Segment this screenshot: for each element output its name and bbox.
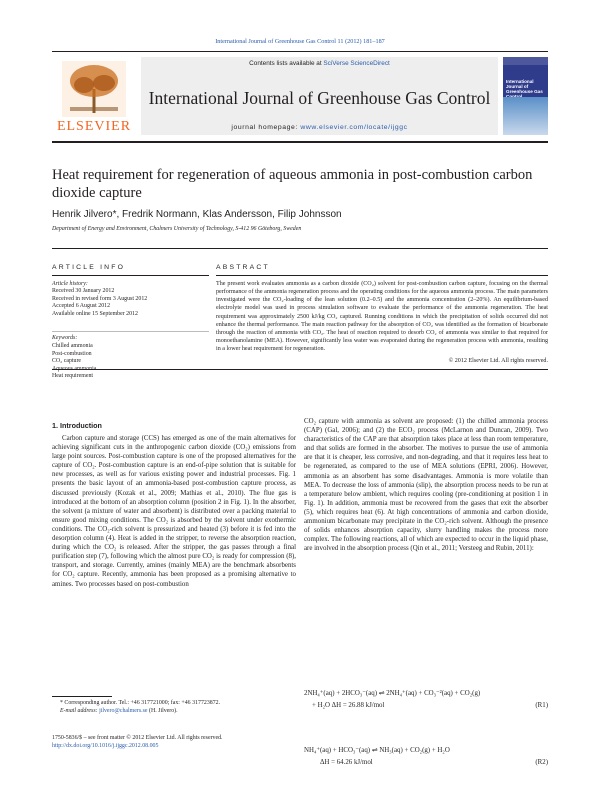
reaction-r1-line1: 2NH₄⁺(aq) + 2HCO₃⁻(aq) ⇌ 2NH₄⁺(aq) + CO₃⁻²(aq) + CO₂(g) <box>304 690 481 697</box>
email-prefix: E-mail address: <box>60 707 100 714</box>
homepage-prefix: journal homepage: <box>231 124 301 131</box>
abstract-end-rule <box>52 369 548 370</box>
footnote-rule <box>52 696 112 697</box>
title-rule <box>52 248 548 249</box>
cover-image <box>503 97 548 135</box>
authors: Henrik Jilvero*, Fredrik Normann, Klas Andersson, Filip Johnsson <box>52 209 342 220</box>
left-column <box>52 434 296 589</box>
contents-prefix: Contents lists available at <box>249 60 324 67</box>
reaction-r1 <box>304 688 548 712</box>
issn-line: 1750-5836/$ – see front matter © 2012 Elsevier Ltd. All rights reserved. <box>52 735 223 741</box>
homepage-link[interactable]: www.elsevier.com/locate/ijggc <box>300 124 408 131</box>
issn-block <box>52 735 296 750</box>
paragraph: CO₂ capture with ammonia as solvent are proposed: (1) the chilled ammonia process (CAP) (Gal, 2006); and (2) the ECO₂ process (McLarnon and Duncan, 2009). Two characteristics of the CAP are that absorption takes place at less than room temperature, and that solids are formed in the absorber. The motives to pursue the use of ammonia are that it is cheaper, less corrosive, and non-degrading, and that it requires less heat to be regenerated, as compared to the use of MEA solutions (EPRI, 2006). However, ammonia as an absorbent has some disadvantages. Ammonia is more volatile than MEA. To decrease the loss of ammonia (slip), the absorption process needs to be run at a temperature below ambient, which requires cooling (pre-conditioning at position 1 in Fig. 1). In addition, ammonia must be recovered from the gases that exit the absorber (5), which requires heat (6). At high concentrations of ammonia and carbon dioxide, ammonium bicarbonate may precipitate in the CO₂-rich solvent. Although the presence of solids enhances absorption capacity, slurry handling makes the process more complex. The following reactions, all of which are expected to occur in the liquid phase, are involved in the absorption process (Qin et al., 2011; Versteeg and Rubin, 2011): <box>304 418 548 553</box>
article-title: Heat requirement for regeneration of aqueous ammonia in post-combustion carbon dioxide capture <box>52 167 533 201</box>
reaction-r1-label: (R1) <box>535 702 548 709</box>
article-info-rule <box>52 275 209 276</box>
contents-line <box>141 60 498 67</box>
tree-icon <box>62 61 126 117</box>
cover-band <box>503 57 548 65</box>
history-item: Available online 15 September 2012 <box>52 310 138 317</box>
elsevier-logo <box>52 57 136 135</box>
affiliation: Department of Energy and Environment, Chalmers University of Technology, S-412 96 Göteborg, Sweden <box>52 226 302 232</box>
reaction-r2 <box>304 745 548 769</box>
history-item: Received 30 January 2012 <box>52 288 115 294</box>
doi-link[interactable]: http://dx.doi.org/10.1016/j.ijggc.2012.08.005 <box>52 742 159 749</box>
history-item: Received in revised form 3 August 2012 <box>52 295 148 302</box>
journal-homepage <box>141 124 498 131</box>
keywords-rule <box>52 331 209 332</box>
publisher-wordmark: ELSEVIER <box>56 119 132 134</box>
history-list <box>52 288 209 318</box>
article-info-heading: ARTICLE INFO <box>52 264 126 271</box>
right-column <box>304 417 548 553</box>
keyword-item: CO₂ capture <box>52 358 82 365</box>
keyword-item: Post-combustion <box>52 350 92 357</box>
history-item: Accepted 6 August 2012 <box>52 303 111 310</box>
keyword-item: Chilled ammonia <box>52 343 93 349</box>
reaction-r1-line2: + H₂O ΔH = 26.88 kJ/mol <box>312 702 385 709</box>
email-suffix: (H. Jilvero). <box>147 707 178 714</box>
reaction-r2-label: (R2) <box>535 759 548 766</box>
reaction-r2-line1: NH₄⁺(aq) + HCO₃⁻(aq) ⇌ NH₃(aq) + CO₂(g) + H₂O <box>304 747 450 754</box>
abstract-text: The present work evaluates ammonia as a carbon dioxide (CO₂) solvent for post-combustion carbon capture, focusing on the thermal performance of the ammonia regeneration process and the operating conditions for the aqueous ammonia process. The main parameters investigated were the CO₂-loading of the lean solution (0.2–0.5) and the ammonia concentration (2–20%). An equilibrium-based electrolyte model was used in process simulation software to evaluate the performance of the ammonia regeneration. The heat requirement was approximately 2500 kJ/kg CO₂ captured. Running conditions in which the precipitation of solids occurred did not enhance the thermal performance. The main reaction pathway for the absorption of CO₂ was identified as the formation of bicarbonate through the reaction of ammonia with CO₂. The heat of reaction required to desorb CO₂ of ammonia was similar to that required for monoethanolamine (MEA). However, significantly less water was evaporated during the regeneration process with ammonia, resulting in a lower heat requirement for regeneration. <box>216 281 548 353</box>
footnote <box>52 700 296 715</box>
header-rule <box>52 51 548 52</box>
history-heading: Article history: <box>52 281 88 287</box>
section-heading: 1. Introduction <box>52 421 102 430</box>
journal-citation[interactable]: International Journal of Greenhouse Gas Control 11 (2012) 181–187 <box>215 38 385 45</box>
keywords-list <box>52 343 209 381</box>
keyword-item: Heat requirement <box>52 373 94 380</box>
abstract-rule <box>216 275 548 276</box>
keywords-heading: Keywords: <box>52 335 78 341</box>
journal-cover[interactable] <box>503 57 548 135</box>
email-line <box>52 708 296 716</box>
email-link[interactable]: jilvero@chalmers.se <box>99 707 148 714</box>
cover-title: International Journal of Greenhouse Gas <box>506 79 543 94</box>
abstract-heading: ABSTRACT <box>216 264 270 271</box>
paragraph: Carbon capture and storage (CCS) has emerged as one of the main alternatives for achieving significant cuts in the anthropogenic carbon dioxide (CO₂) emissions from large point sources. Post-combustion capture is one of the proposed alternatives for the capture of CO₂. Post-combustion capture is an end-of-pipe solution that is suitable for new processes, as well as for various existing power and industrial processes. Fig. 1 presents the basic layout of an ammonia-based post-combustion capture process, as discussed previously (Kozak et al., 2009; Mathias et al., 2010). The flue gas is introduced at the bottom of an absorption column (position 2 in Fig. 1). In the absorber, the solvent (a mixture of water and absorbent) is distributed over a packing material to ensure good mixing conditions. The CO₂ is absorbed by the solvent under exothermic conditions. The CO₂-rich solvent is pressurized and heated (3) before it is fed into the desorption column (4). Heat is added in the stripper, to reverse the absorption reaction, during which the CO₂ is released. After the stripper, the gas passes through a final purification step (7), following which the almost pure CO₂ is ready for compression (8), transport, and storage. Currently, amines (mainly MEA) are the benchmark absorbents for CO₂ capture. Recently, ammonia has been proposed as a promising alternative to amines. Two processes based on post-combustion <box>52 435 296 588</box>
corresponding-author: * Corresponding author. Tel.: +46 317721000; fax: +46 317723872. <box>60 700 221 706</box>
header-rule-thick <box>52 141 548 143</box>
abstract-copyright: © 2012 Elsevier Ltd. All rights reserved. <box>448 358 548 364</box>
journal-title: International Journal of Greenhouse Gas Control <box>148 88 491 108</box>
reaction-r2-line2: ΔH = 64.26 kJ/mol <box>320 759 373 766</box>
sciencedirect-link[interactable]: SciVerse ScienceDirect <box>323 60 390 67</box>
